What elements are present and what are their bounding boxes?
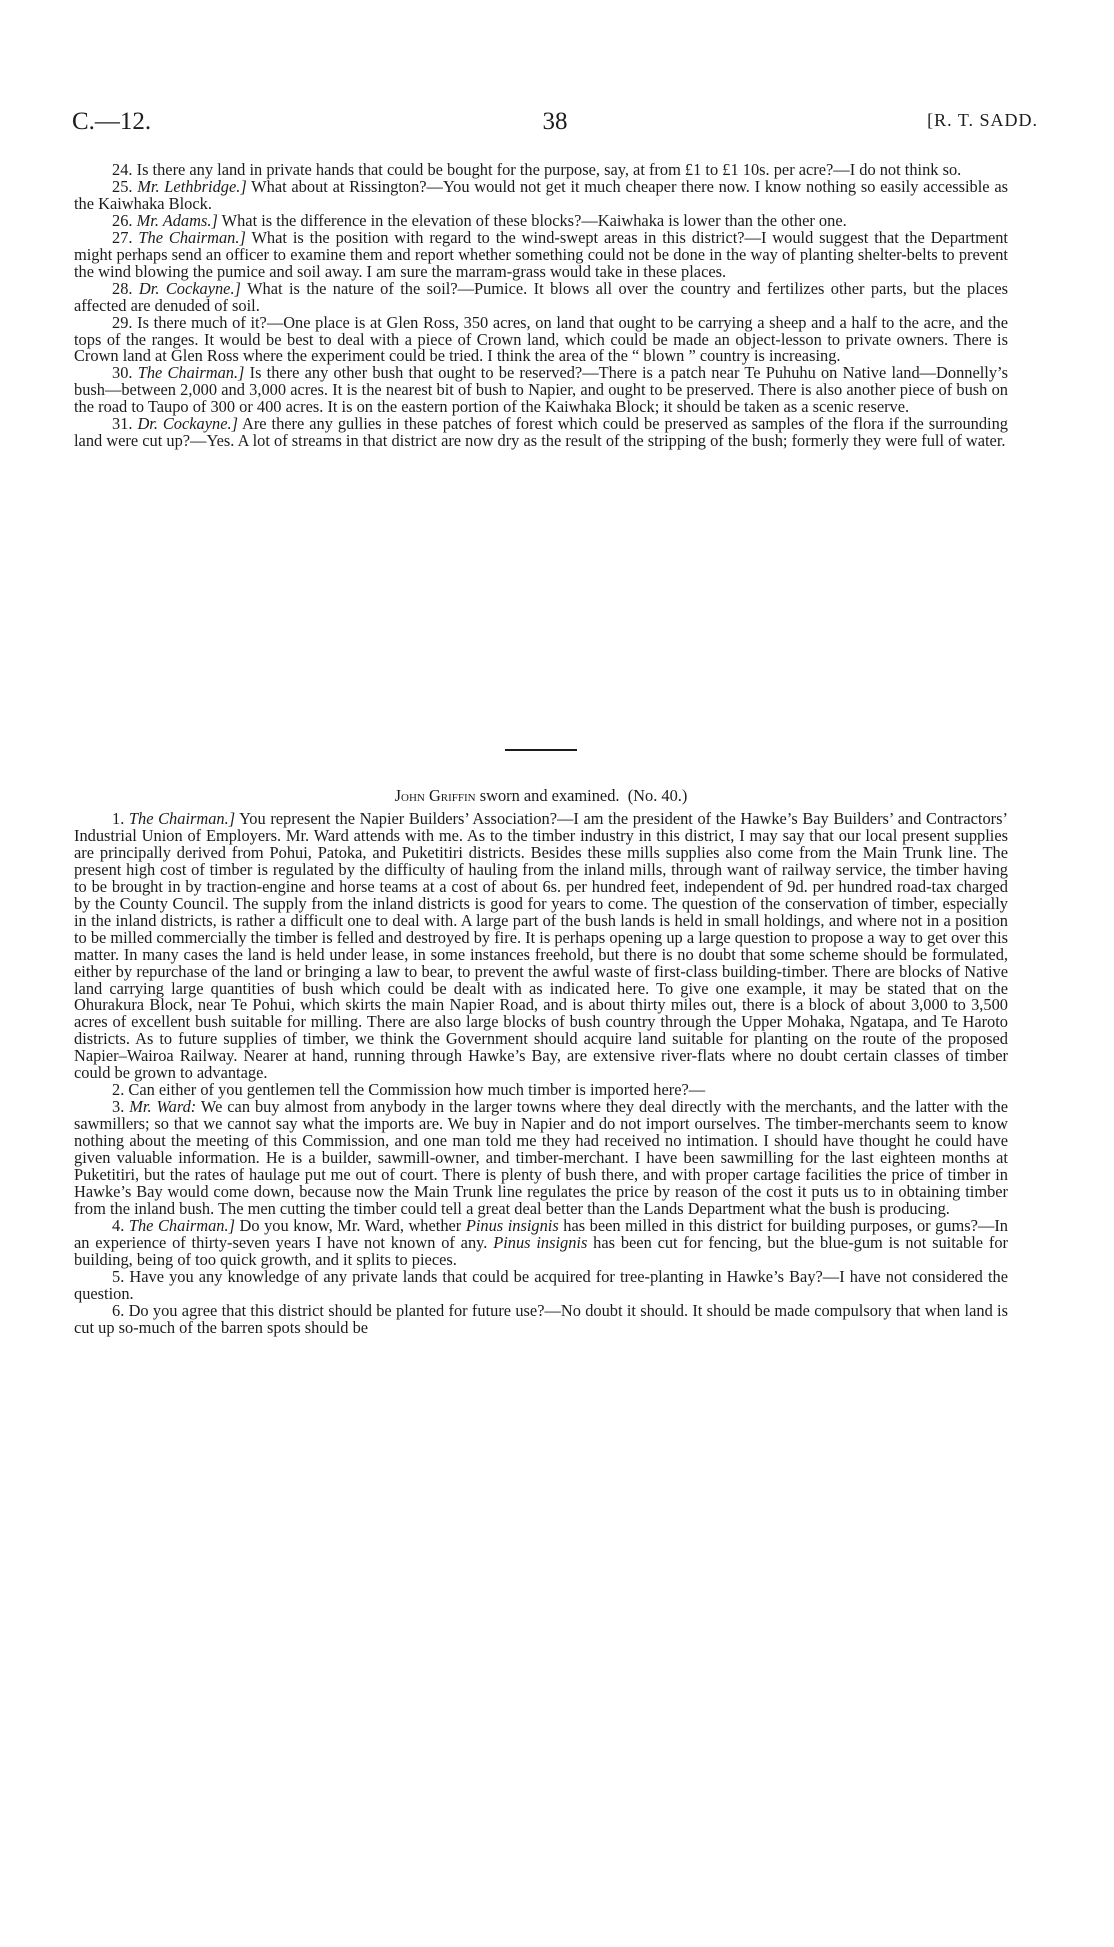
- q-speaker: The Chairman.]: [138, 227, 246, 247]
- q-number: 1.: [112, 809, 125, 828]
- q-text: What about at Rissington?—You would not get it much cheaper there now. I know nothing so easily accessible as the Kaiwhaka Block.: [74, 176, 1008, 213]
- q-speaker: Dr. Cockayne.]: [138, 278, 241, 298]
- q-text: Can either of you gentlemen tell the Commission how much timber is imported here?—: [128, 1080, 706, 1100]
- q-number: 31.: [112, 414, 133, 434]
- question-30: [74, 365, 1008, 416]
- q-text: Do you agree that this district should be planted for future use?—No doubt it should. It should be made compulsory that when land is cut up so-much of the barren spots should be: [74, 1300, 1008, 1337]
- paper-reference: C.—12.: [72, 108, 152, 135]
- q-speaker: Mr. Adams.]: [136, 210, 218, 230]
- q-number: 4.: [112, 1215, 125, 1235]
- q-text: Are there any gullies in these patches of forest which could be preserved as samples of the flora if the surrounding land were cut up?—Yes. A lot of streams in that district are now dry as the result of the stripping of the bush; formerly they were full of water.: [74, 414, 1008, 451]
- species-name: Pinus insignis: [493, 1232, 588, 1252]
- question-25: [74, 176, 1008, 213]
- q-number: 27.: [112, 227, 133, 247]
- q-text-part: has been milled in this district for building purposes, or gums?—In an experience of thirty-seven years I have not known of any.: [74, 1215, 1008, 1252]
- q-text: What is the difference in the elevation of these blocks?—Kaiwhaka is lower than the other one.: [221, 210, 847, 230]
- q-text-part: has been cut for fencing, but the blue-gum is not suitable for building, being of too quick growth, and it splits to pieces.: [74, 1232, 1009, 1269]
- q-number: 26.: [112, 210, 133, 230]
- question-29: [74, 312, 1008, 366]
- witness-name: John Griffin: [394, 786, 476, 805]
- q-number: 30.: [112, 363, 133, 383]
- q-text: Is there any other bush that ought to be reserved?—There is a patch near Te Puhuhu on Native land—Donnelly’s bush—between 2,000 and 3,000 acres. It is the nearest bit of bush to Napier, and ought to be preserved. There is also another piece of bush on the road to Taupo of 300 or 400 acres. It is on the eastern portion of the Kaiwhaka Block; it should be taken as a scenic reserve.: [74, 363, 1008, 417]
- q-number: 29.: [112, 312, 133, 332]
- q-number: 25.: [112, 176, 133, 196]
- witness-number: (No. 40.): [627, 786, 688, 805]
- q-text: Is there much of it?—One place is at Glen Ross, 350 acres, on land that ought to be carrying a sheep and a half to the acre, and the tops of the ranges. It would be best to deal with a piece of Crown land, which could be made an object-lesson to private owners. There is Crown land at Glen Ross where the experiment could be tried. I think the area of the “ blown ” country is increasing.: [74, 312, 1008, 366]
- q-speaker: The Chairman.]: [128, 809, 236, 828]
- q-text: What is the position with regard to the wind-swept areas in this district?—I would suggest that the Department might perhaps send an officer to examine them and report whether something could not be done in the way of planting shelter-belts to prevent the wind blowing the pumice and soil away. I am sure the marram-grass would take in these places.: [74, 227, 1008, 281]
- q-number: 5.: [112, 1266, 125, 1286]
- running-head-witness: [R. T. SADD.: [927, 110, 1038, 130]
- q-number: 28.: [112, 278, 133, 298]
- q-speaker: The Chairman.]: [128, 1215, 235, 1235]
- q-number: 24.: [112, 160, 133, 179]
- question-4: [74, 1215, 1009, 1269]
- q-text: Is there any land in private hands that could be bought for the purpose, say, at from £1 to £1 10s. per acre?—I do not think so.: [136, 160, 962, 179]
- witness-heading-suffix: sworn and examined.: [479, 786, 620, 805]
- question-31: [74, 416, 1008, 450]
- q-text: What is the nature of the soil?—Pumice. It blows all over the country and fertilizes other parts, but the places affected are denuded of soil.: [74, 278, 1008, 315]
- q-speaker: Dr. Cockayne.]: [137, 414, 238, 434]
- section-divider: [505, 749, 577, 751]
- q-speaker: The Chairman.]: [137, 363, 245, 383]
- page-header: [72, 108, 1038, 142]
- q-text: We can buy almost from anybody in the larger towns where they deal directly with the merchants, and the latter with the sawmillers; so that we cannot say what the imports are. We buy in Napier and do not import ourselves. The timber-merchants seem to know nothing about the meeting of this Commission, and one man told me they had received no intimation. I should have thought he could have given valuable information. He is a builder, sawmill-owner, and timber-merchant. I have been sawmilling for the last eighteen months at Puketitiri, but the rates of haulage put me out of court. There is plenty of bush there, and with proper cartage facilities the price of timber in Hawke’s Bay would come down, because now the Main Trunk line regulates the price by reason of the cost it puts us to in obtaining timber from the inland bush. The men cutting the timber could tell a great deal better than the Lands Department what the bush is producing.: [74, 1097, 1008, 1218]
- question-5: [74, 1266, 1008, 1303]
- q-text: Have you any knowledge of any private lands that could be acquired for tree-planting in Hawke’s Bay?—I have not considered the question.: [74, 1266, 1008, 1303]
- q-number: 2.: [112, 1080, 125, 1100]
- question-1: [74, 811, 1008, 1082]
- evidence-section-1: [74, 162, 1008, 450]
- question-27: [74, 227, 1008, 281]
- page-number: 38: [542, 108, 568, 135]
- q-speaker: Mr. Lethbridge.]: [137, 176, 247, 196]
- question-3: [74, 1099, 1008, 1218]
- witness-heading: [74, 787, 1008, 805]
- q-text: You represent the Napier Builders’ Association?—I am the president of the Hawke’s Bay Builders’ and Contractors’ Industrial Union of Employers. Mr. Ward attends with me. As to the timber industry in this district, I may say that our local present supplies are principally derived from Pohui, Patoka, and Puketitiri districts. Besides these mills supplies also come from the Main Trunk line. The present high cost of timber is regulated by the difficulty of hauling from the inland mills, through want of railway service, the timber having to be brought in by traction-engine and horse teams at a cost of about 6s. per hundred feet, independent of 9d. per hundred road-tax charged by the County Council. The supply from the inland districts is good for years to come. The question of the conservation of timber, especially in the inland districts, is rather a difficult one to deal with. A large part of the bush lands is held in small holdings, and where not in a position to be milled commercially the timber is felled and destroyed by fire. It is perhaps opening up a large question to propose a way to get over this matter. In many cases the land is held under lease, in some instances freehold, but there is no doubt that some scheme should be formulated, either by repurchase of the land or bringing a law to bear, to prevent the awful waste of first-class building-timber. There are blocks of Native land carrying large quantities of bush which could be dealt with as indicated here. To give one example, it may be stated that on the Ohurakura Block, near Te Pohui, which skirts the main Napier Road, and is about thirty miles out, there is a block of about 3,000 to 3,500 acres of excellent bush suitable for milling. There are also large blocks of bush country through the Upper Mohaka, Ngatapa, and Te Haroto districts. As to future supplies of timber, we think the Government should acquire land suitable for planting on the route of the proposed Napier–Wairoa Railway. Nearer at hand, running through Hawke’s Bay, are extensive river-flats where no doubt certain classes of timber could be grown to advantage.: [74, 809, 1008, 1083]
- q-text-part: Do you know, Mr. Ward, whether: [239, 1215, 466, 1235]
- q-speaker: Mr. Ward:: [129, 1097, 197, 1117]
- question-6: [74, 1300, 1008, 1337]
- question-28: [74, 278, 1008, 315]
- evidence-section-2: [74, 811, 1008, 1337]
- q-number: 3.: [112, 1097, 125, 1117]
- species-name: Pinus insignis: [465, 1215, 559, 1235]
- q-number: 6.: [112, 1300, 125, 1320]
